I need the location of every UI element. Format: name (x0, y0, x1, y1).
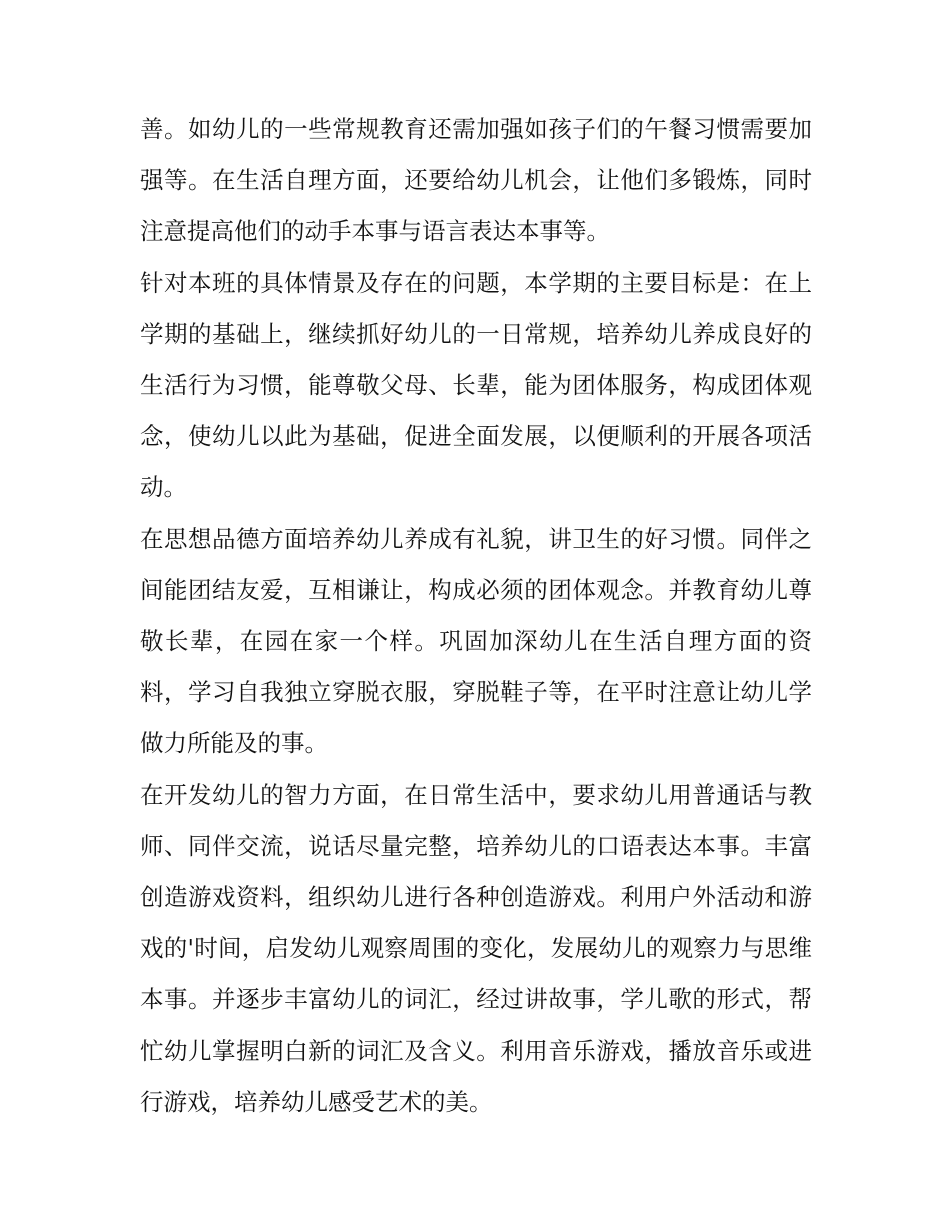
paragraph-3: 在思想品德方面培养幼儿养成有礼貌，讲卫生的好习惯。同伴之间能团结友爱，互相谦让，构成必须的团体观念。并教育幼儿尊敬长辈，在园在家一个样。巩固加深幼儿在生活自理方面的资料，学习自我独立穿脱衣服，穿脱鞋子等，在平时注意让幼儿学做力所能及的事。 (140, 524, 812, 758)
document-body (140, 104, 812, 1128)
paragraph-2: 针对本班的具体情景及存在的问题，本学期的主要目标是：在上学期的基础上，继续抓好幼儿的一日常规，培养幼儿养成良好的生活行为习惯，能尊敬父母、长辈，能为团体服务，构成团体观念，使幼儿以此为基础，促进全面发展，以便顺利的开展各项活动。 (140, 268, 812, 502)
paragraph-4: 在开发幼儿的智力方面，在日常生活中，要求幼儿用普通话与教师、同伴交流，说话尽量完整，培养幼儿的口语表达本事。丰富创造游戏资料，组织幼儿进行各种创造游戏。利用户外活动和游戏的'时间，启发幼儿观察周围的变化，发展幼儿的观察力与思维本事。并逐步丰富幼儿的词汇，经过讲故事，学儿歌的形式，帮忙幼儿掌握明白新的词汇及含义。利用音乐游戏，播放音乐或进行游戏，培养幼儿感受艺术的美。 (140, 780, 812, 1116)
paragraph-1: 善。如幼儿的一些常规教育还需加强如孩子们的午餐习惯需要加强等。在生活自理方面，还要给幼儿机会，让他们多锻炼，同时注意提高他们的动手本事与语言表达本事等。 (140, 115, 812, 246)
